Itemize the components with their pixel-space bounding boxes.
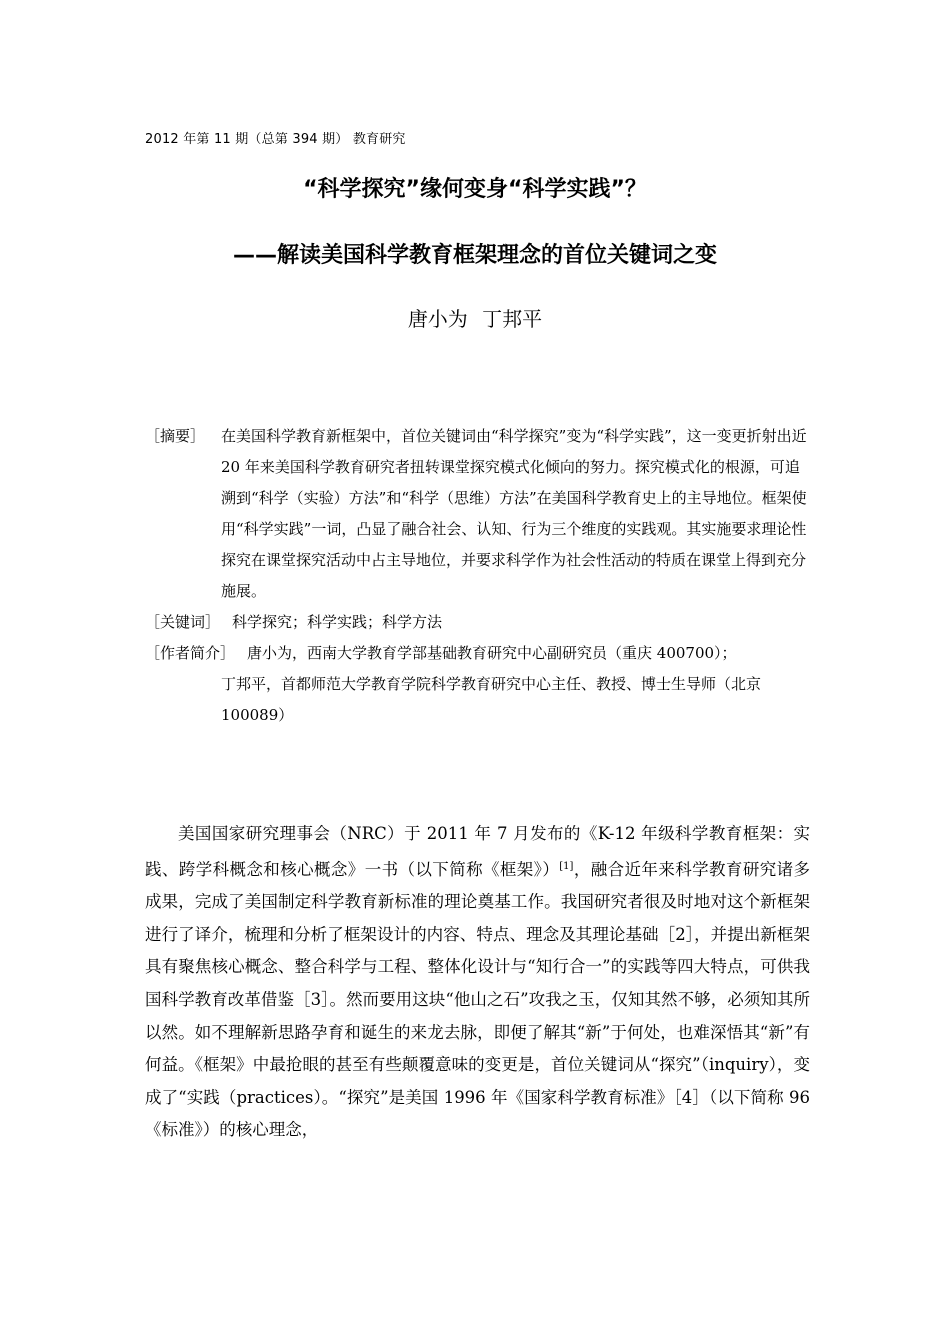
abstract-label: ［摘要］ <box>145 427 206 445</box>
keywords-row <box>145 607 810 638</box>
body-text-part2: ，融合近年来科学教育研究诸多成果，完成了美国制定科学教育新标准的理论奠基工作。我国研究者很及时地对这个新框架进行了译介，梳理和分析了框架设计的内容、特点、理念及其理论基础［2］，并提出新框架具有聚焦核心概念、整合科学与工程、整体化设计与“知行合一”的实践等四大特点，可供我国科学教育改革借鉴［3］。然而要用这块“他山之石”攻我之玉，仅知其然不够，必须知其所以然。如不理解新思路孕育和诞生的来龙去脉，即便了解其“新”于何处，也难深悟其“新”有何益。《框架》中最抢眼的甚至有些颠覆意味的变更是，首位关键词从“探究”（inquiry），变成了“实践（practices）。“探究”是美国 1996 年《国家科学教育标准》［4］（以下简称 96《标准》）的核心理念， <box>145 859 811 1140</box>
author-info-label: ［作者简介］ <box>145 644 236 662</box>
keywords-text: 科学探究；科学实践；科学方法 <box>232 613 443 631</box>
author-names: 唐小为 丁邦平 <box>407 307 543 331</box>
article-subtitle: ——解读美国科学教育框架理念的首位关键词之变 <box>232 243 717 268</box>
citation-ref-1: [1] <box>559 860 574 872</box>
body-text-part1: 美国国家研究理事会（NRC）于 2011 年 7 月发布的《K-12 年级科学教育框架：实践、跨学科概念和核心概念》一书（以下简称《框架》） <box>145 824 810 879</box>
author-info-line1: 唐小为，西南大学教育学部基础教育研究中心副研究员（重庆 400700）； <box>247 644 737 662</box>
body-paragraph <box>145 818 810 1147</box>
journal-header: 2012 年第 11 期（总第 394 期） 教育研究 <box>145 132 406 147</box>
author-info-row <box>145 638 810 669</box>
article-title: “科学探究”缘何变身“科学实践”？ <box>303 177 647 202</box>
abstract-text: 在美国科学教育新框架中，首位关键词由“科学探究”变为“科学实践”，这一变更折射出近 20 年来美国科学教育研究者扭转课堂探究模式化倾向的努力。探究模式化的根源，可追溯到“科学（实验）方法”和“科学（思维）方法”在美国科学教育史上的主导地位。框架使用“科学实践”一词，凸显了融合社会、认知、行为三个维度的实践观。其实施要求理论性探究在课堂探究活动中占主导地位，并要求科学作为社会性活动的特质在课堂上得到充分施展。 <box>221 427 807 600</box>
abstract-block <box>145 421 810 731</box>
author-info-line2: 丁邦平，首都师范大学教育学院科学教育研究中心主任、教授、博士生导师（北京 100089） <box>221 675 762 724</box>
keywords-label: ［关键词］ <box>145 613 221 631</box>
abstract-row <box>145 421 810 607</box>
